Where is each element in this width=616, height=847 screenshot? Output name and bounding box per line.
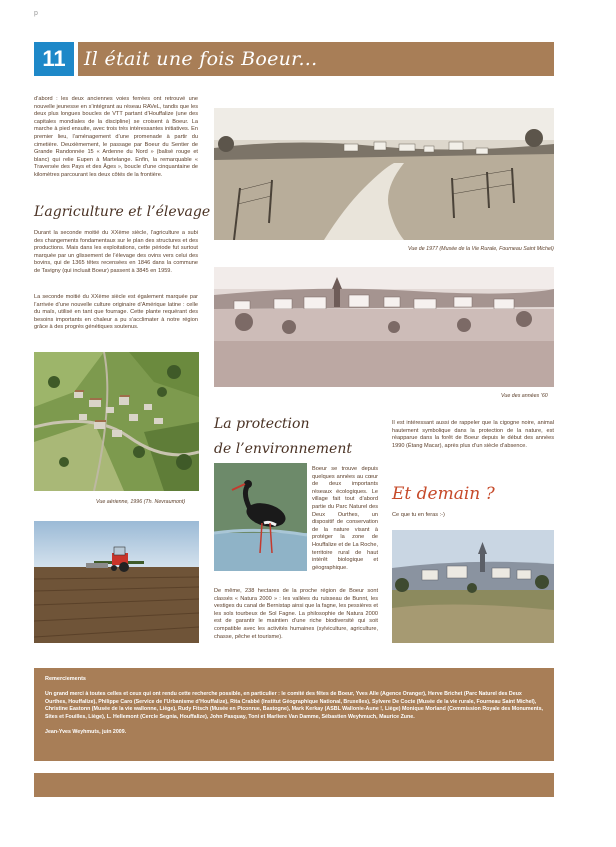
page-number-badge: 11 <box>34 42 74 76</box>
page-mark: p <box>34 10 38 17</box>
agriculture-text-1: Durant la seconde moitié du XXème siècle, l’agriculture a subi des changements fondamentaux sur le plan des structures et des productions. Mais dans les exploitations, cette période fut surtout marquée par un glissement de l’élevage des ovins vers celui des bovins, qui de 1365 têtes recensées en 1846 dans la commune de Tavigny (qui incluait Boeur) passent à 3845 en 1959. <box>34 230 198 274</box>
environment-text-3: Il est intéressant aussi de rappeler que la cigogne noire, animal hautement symbolique dans la protection de la nature, est réapparue dans la forêt de Boeur depuis le début des années 1990 (Étang Macar), après plus d’un siècle d’absence. <box>392 420 554 449</box>
black-stork-photo <box>214 463 307 571</box>
acknowledgements-text: Un grand merci à toutes celles et ceux qui ont rendu cette recherche possible, en particulier : le comité des fêtes de Boeur, Yves Alle (Agence Oranger), Herve Brichet (Parc Naturel des Deux Ourthes, Houffalize), Philippe Caro (Service de l’Urbanisme d’Houffalize), Rita Crabbé (Institut Géographique National, Bruxelles), Sylvere De Cocte (Musée de la vie rurale, Fourneau Saint Michel), Christine Eastonn (Musée de la vie wallonne, Liège), Rudy Fitsch (Musée en Piconrue, Bastogne), Mark Kerkay (ASBL Wallonie-Aune !, Liège) Monique Morland (Commission Royale des Monuments, Sites et Fouilles, Liège), L. Hellemont (Cercle Segnia, Houffalize), John Pasquay, Toni et Marliere Van Damme, Sébastien Weyhmuch, Maurice Zune. <box>45 691 543 720</box>
environment-text-2: De même, 238 hectares de la proche région de Boeur sont classés « Natura 2000 » : les vallées du ruisseau de Bunnt, les vestiges du canal de Bernistap ainsi que la fagne, les pessières et les sols tourbeux de Sol Fagne. La philosophie de Natura 2000 est de garantir le maintien d’une riche biodiversité qui soit compatible avec les activités humaines (sylviculture, agriculture, chasse, pêche et tourisme). <box>214 588 378 640</box>
tractor-photo <box>34 521 199 643</box>
tomorrow-title: Et demain ? <box>392 484 495 504</box>
environment-title-line2: de l’environnement <box>214 441 352 457</box>
agriculture-title: L’agriculture et l’élevage <box>34 204 211 220</box>
aerial-photo <box>34 352 199 491</box>
photo-1977-caption: Vue de 1977 (Musée de la Vie Rurale, Fourneau Saint Michel) <box>408 246 554 252</box>
photo-60s-caption: Vue des années ’60 <box>501 393 548 399</box>
footer-bar <box>34 773 554 797</box>
agriculture-text-2: La seconde moitié du XXème siècle est également marquée par l’arrivée d’une nouvelle culture originaire d’Amérique latine : celle du maïs, utilisé en tant que fourrage. Cette plante requérant des besoins importants en chaleur a pu s’acclimater à notre région grâce à des progrès génétiques soutenus. <box>34 294 198 331</box>
acknowledgements-box <box>34 668 554 761</box>
environment-text-1: Boeur se trouve depuis quelques années au cœur de deux importants réseaux écologiques. Le village fait tout d’abord partie du Parc Naturel des Deux Ourthes, un dispositif de conservation de la nature visant à protéger la zone de Houffalize et de La Roche, territoire rural de haut intérêt biologique et géographique. <box>312 466 378 571</box>
acknowledgements-signature: Jean-Yves Weyhmuts, juin 2009. <box>45 729 127 736</box>
village-today-photo <box>392 530 554 643</box>
environment-title-line1: La protection <box>214 416 310 432</box>
intro-text: d’abord : les deux anciennes voies ferrées ont retrouvé une nouvelle jeunesse en s’intégrant au réseau RAVeL, tandis que les deux plus longues boucles de VTT partant d’Houffalize (une des capitales mondiales de la discipline) se croisent à Boeur. La marche à pied ensuite, avec trois très intéressantes initiatives. En premier lieu, l’aménagement d’une promenade à partir du cimetière. Deuxièmement, le passage par Boeur du Sentier de Grande Randonnée 15 « Ardenne du Nord » (balisé rouge et blanc) qui relie Eupen à Martelange. Enfin, la remarquable « Traversée des Pays et des Âges », boucle d’une cinquantaine de kilomètres parcourant les deux côtés de la frontière. <box>34 96 198 178</box>
page-title: Il était une fois Boeur... <box>84 48 318 70</box>
acknowledgements-title: Remerciements <box>45 676 86 682</box>
village-photo-1977 <box>214 108 554 240</box>
aerial-caption: Vue aérienne, 1996 (Th. Nevraumont) <box>96 499 186 505</box>
village-photo-60s <box>214 267 554 387</box>
tomorrow-text: Ce que tu en feras :-) <box>392 512 445 518</box>
